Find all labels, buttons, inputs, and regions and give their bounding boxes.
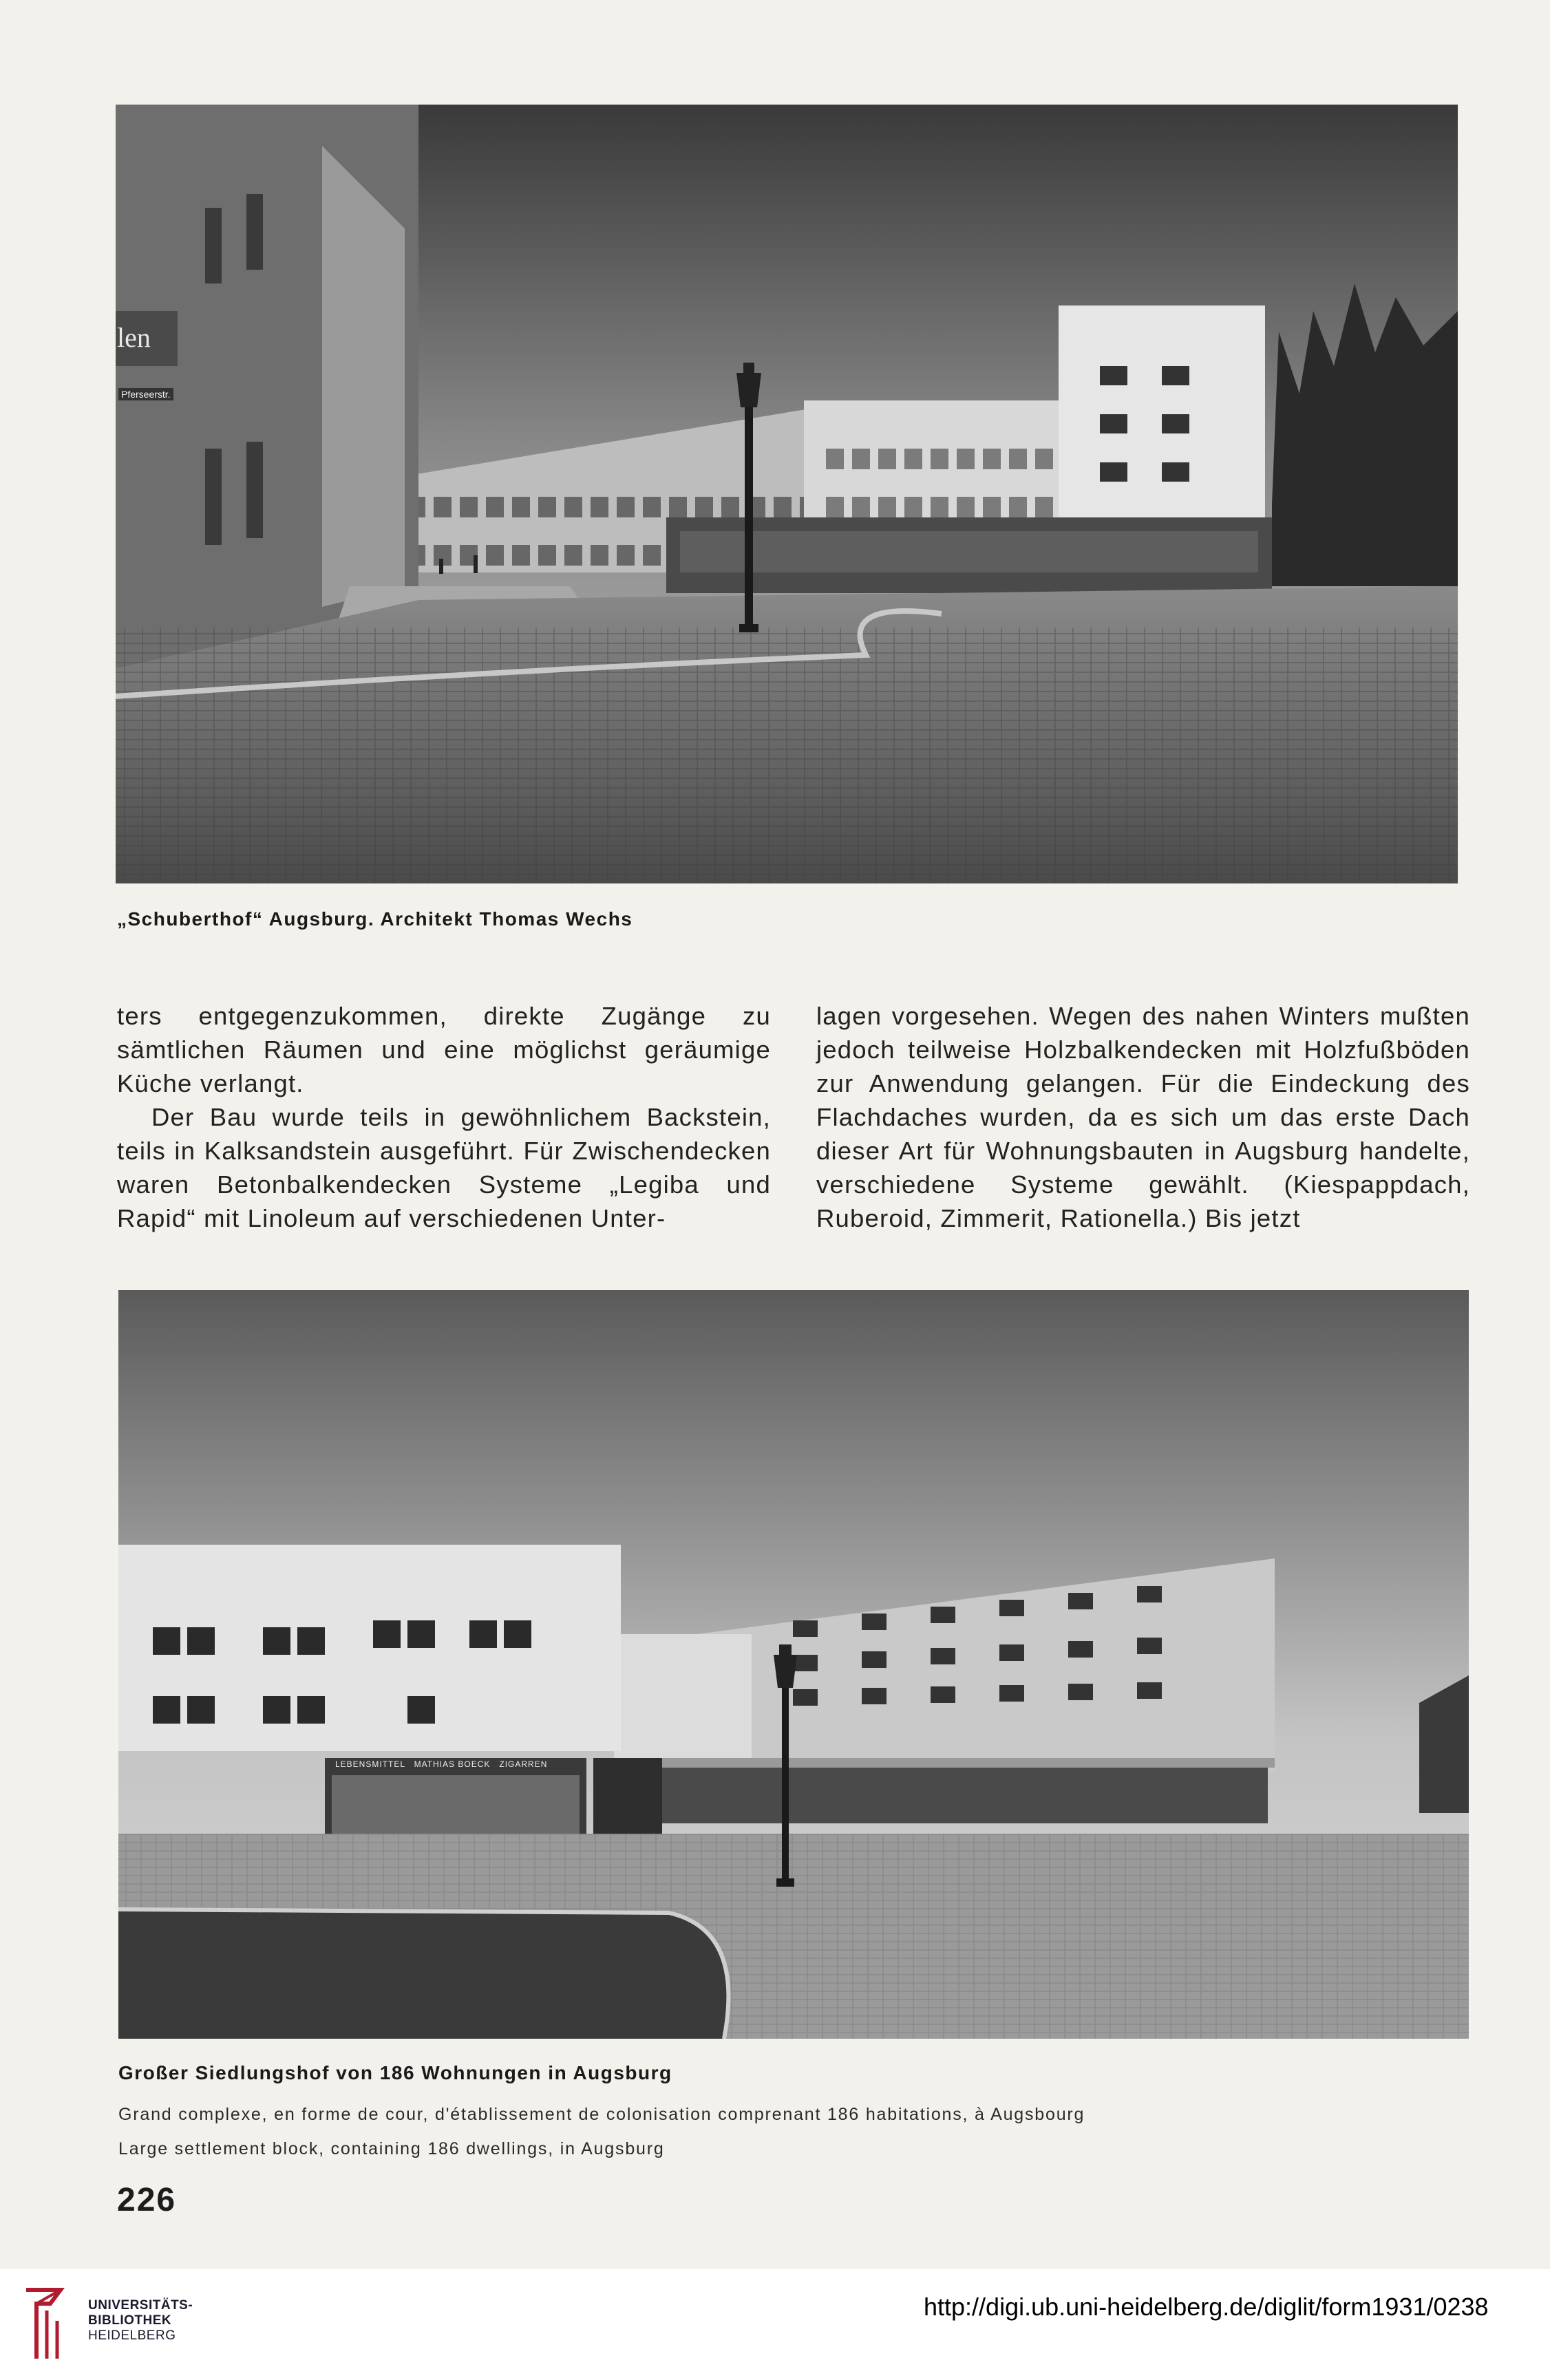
logo-line: BIBLIOTHEK [88,2313,172,2328]
library-logo-icon [19,2283,74,2366]
logo-line: UNIVERSITÄTS- [88,2298,193,2313]
logo-line: HEIDELBERG [88,2328,176,2343]
paragraph: Der Bau wurde teils in gewöhnlichem Backstein, teils in Kalksandstein ausgeführt. Für Zwischendecken waren Betonbalkendecken Systeme „Legiba und Rapid“ mit Linoleum auf verschiedenen Unter- [117,1103,771,1232]
schuberthof-photo [116,105,1458,883]
library-footer [0,2269,1550,2380]
library-name [88,2298,193,2344]
siedlungshof-photo [118,1290,1469,2039]
text-column-right [816,999,1470,1235]
shop-sign-fragment: len [117,322,151,353]
paragraph: ters entgegenzukommen, direkte Zugänge zu sämtlichen Räumen und eine möglichst geräumige Küche verlangt. [117,1002,771,1097]
caption-photo-1: „Schuberthof“ Augsburg. Architekt Thomas Wechs [117,908,633,930]
caption-photo-2-title: Großer Siedlungshof von 186 Wohnungen in Augsburg [118,2062,672,2083]
paragraph: lagen vorgesehen. Wegen des nahen Winters mußten jedoch teilweise Holzbalkendecken mit Holzfußböden zur Anwendung gelangen. Für die Eindeckung des Flachdaches wurden, da es sich um das erste Dach dieser Art für Wohnungsbauten in Augsburg handelte, verschiedene Systeme gewählt. (Kiespappdach, Ruberoid, Zimmerit, Rationella.) Bis jetzt [816,1002,1470,1232]
source-url-link[interactable]: http://digi.ub.uni-heidelberg.de/diglit/form1931/0238 [924,2293,1489,2321]
text-column-left [117,999,771,1235]
street-sign: Pferseerstr. [118,388,173,400]
caption-photo-2-english: Large settlement block, containing 186 dwellings, in Augsburg [118,2139,665,2158]
caption-photo-2-french: Grand complexe, en forme de cour, d'établissement de colonisation comprenant 186 habitations, à Augsbourg [118,2105,1085,2124]
page-number: 226 [117,2182,177,2218]
shop-sign: LEBENSMITTEL MATHIAS BOECK ZIGARREN [335,1759,548,1769]
